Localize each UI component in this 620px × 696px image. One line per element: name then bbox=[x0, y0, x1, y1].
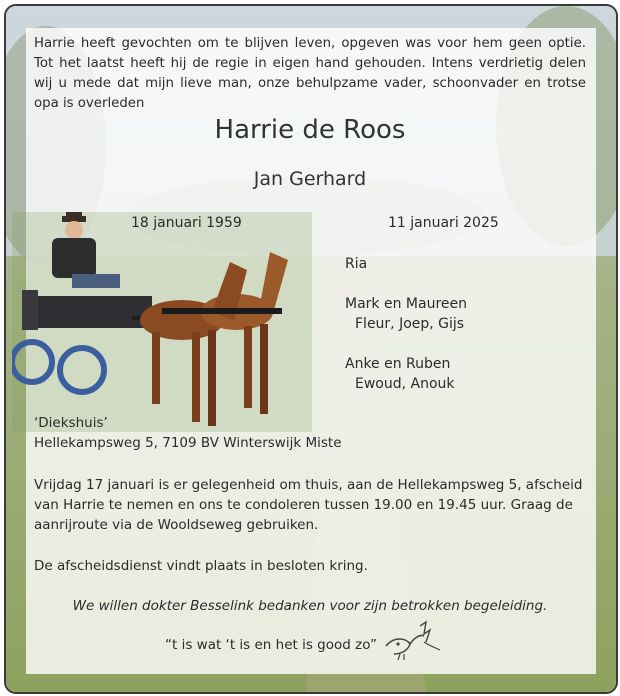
closing-quote: “t is wat ‘t is en het is good zo” bbox=[165, 637, 377, 653]
deceased-name: Harrie de Roos bbox=[214, 115, 406, 145]
death-date: 11 januari 2025 bbox=[388, 215, 499, 231]
intro-text: Harrie heeft gevochten om te blijven leven, opgeven was voor hem geen optie. Tot het laatst heeft hij de regie in eigen hand gehouden. Intens verdrietig delen wij u mede dat mijn lieve man, onze behulpzame vader, schoonvader en trotse opa is overleden bbox=[34, 36, 586, 111]
house-name: ‘Diekshuis’ bbox=[34, 415, 108, 431]
bird-sketch-icon bbox=[380, 620, 442, 664]
service-text: De afscheidsdienst vindt plaats in besloten kring. bbox=[34, 558, 368, 574]
family-member-spouse: Ria bbox=[345, 256, 368, 272]
family-member-child: Anke en Ruben bbox=[345, 356, 451, 372]
visitation-text: Vrijdag 17 januari is er gelegenheid om thuis, aan de Hellekampsweg 5, afscheid van Harrie te nemen en ons te condoleren tussen 19.00 en 19.45 uur. Graag de aanrijroute via de Wooldseweg gebruiken. bbox=[34, 477, 583, 533]
first-names: Jan Gerhard bbox=[253, 168, 367, 190]
thanks-text: We willen dokter Besselink bedanken voor zijn betrokken begeleiding. bbox=[72, 598, 548, 614]
family-member-child: Mark en Maureen bbox=[345, 296, 467, 312]
grandchildren: Ewoud, Anouk bbox=[355, 376, 455, 392]
address: Hellekampsweg 5, 7109 BV Winterswijk Miste bbox=[34, 435, 342, 451]
horse-and-carriage-photo bbox=[12, 212, 312, 432]
birth-date: 18 januari 1959 bbox=[131, 215, 242, 231]
grandchildren: Fleur, Joep, Gijs bbox=[355, 316, 465, 332]
